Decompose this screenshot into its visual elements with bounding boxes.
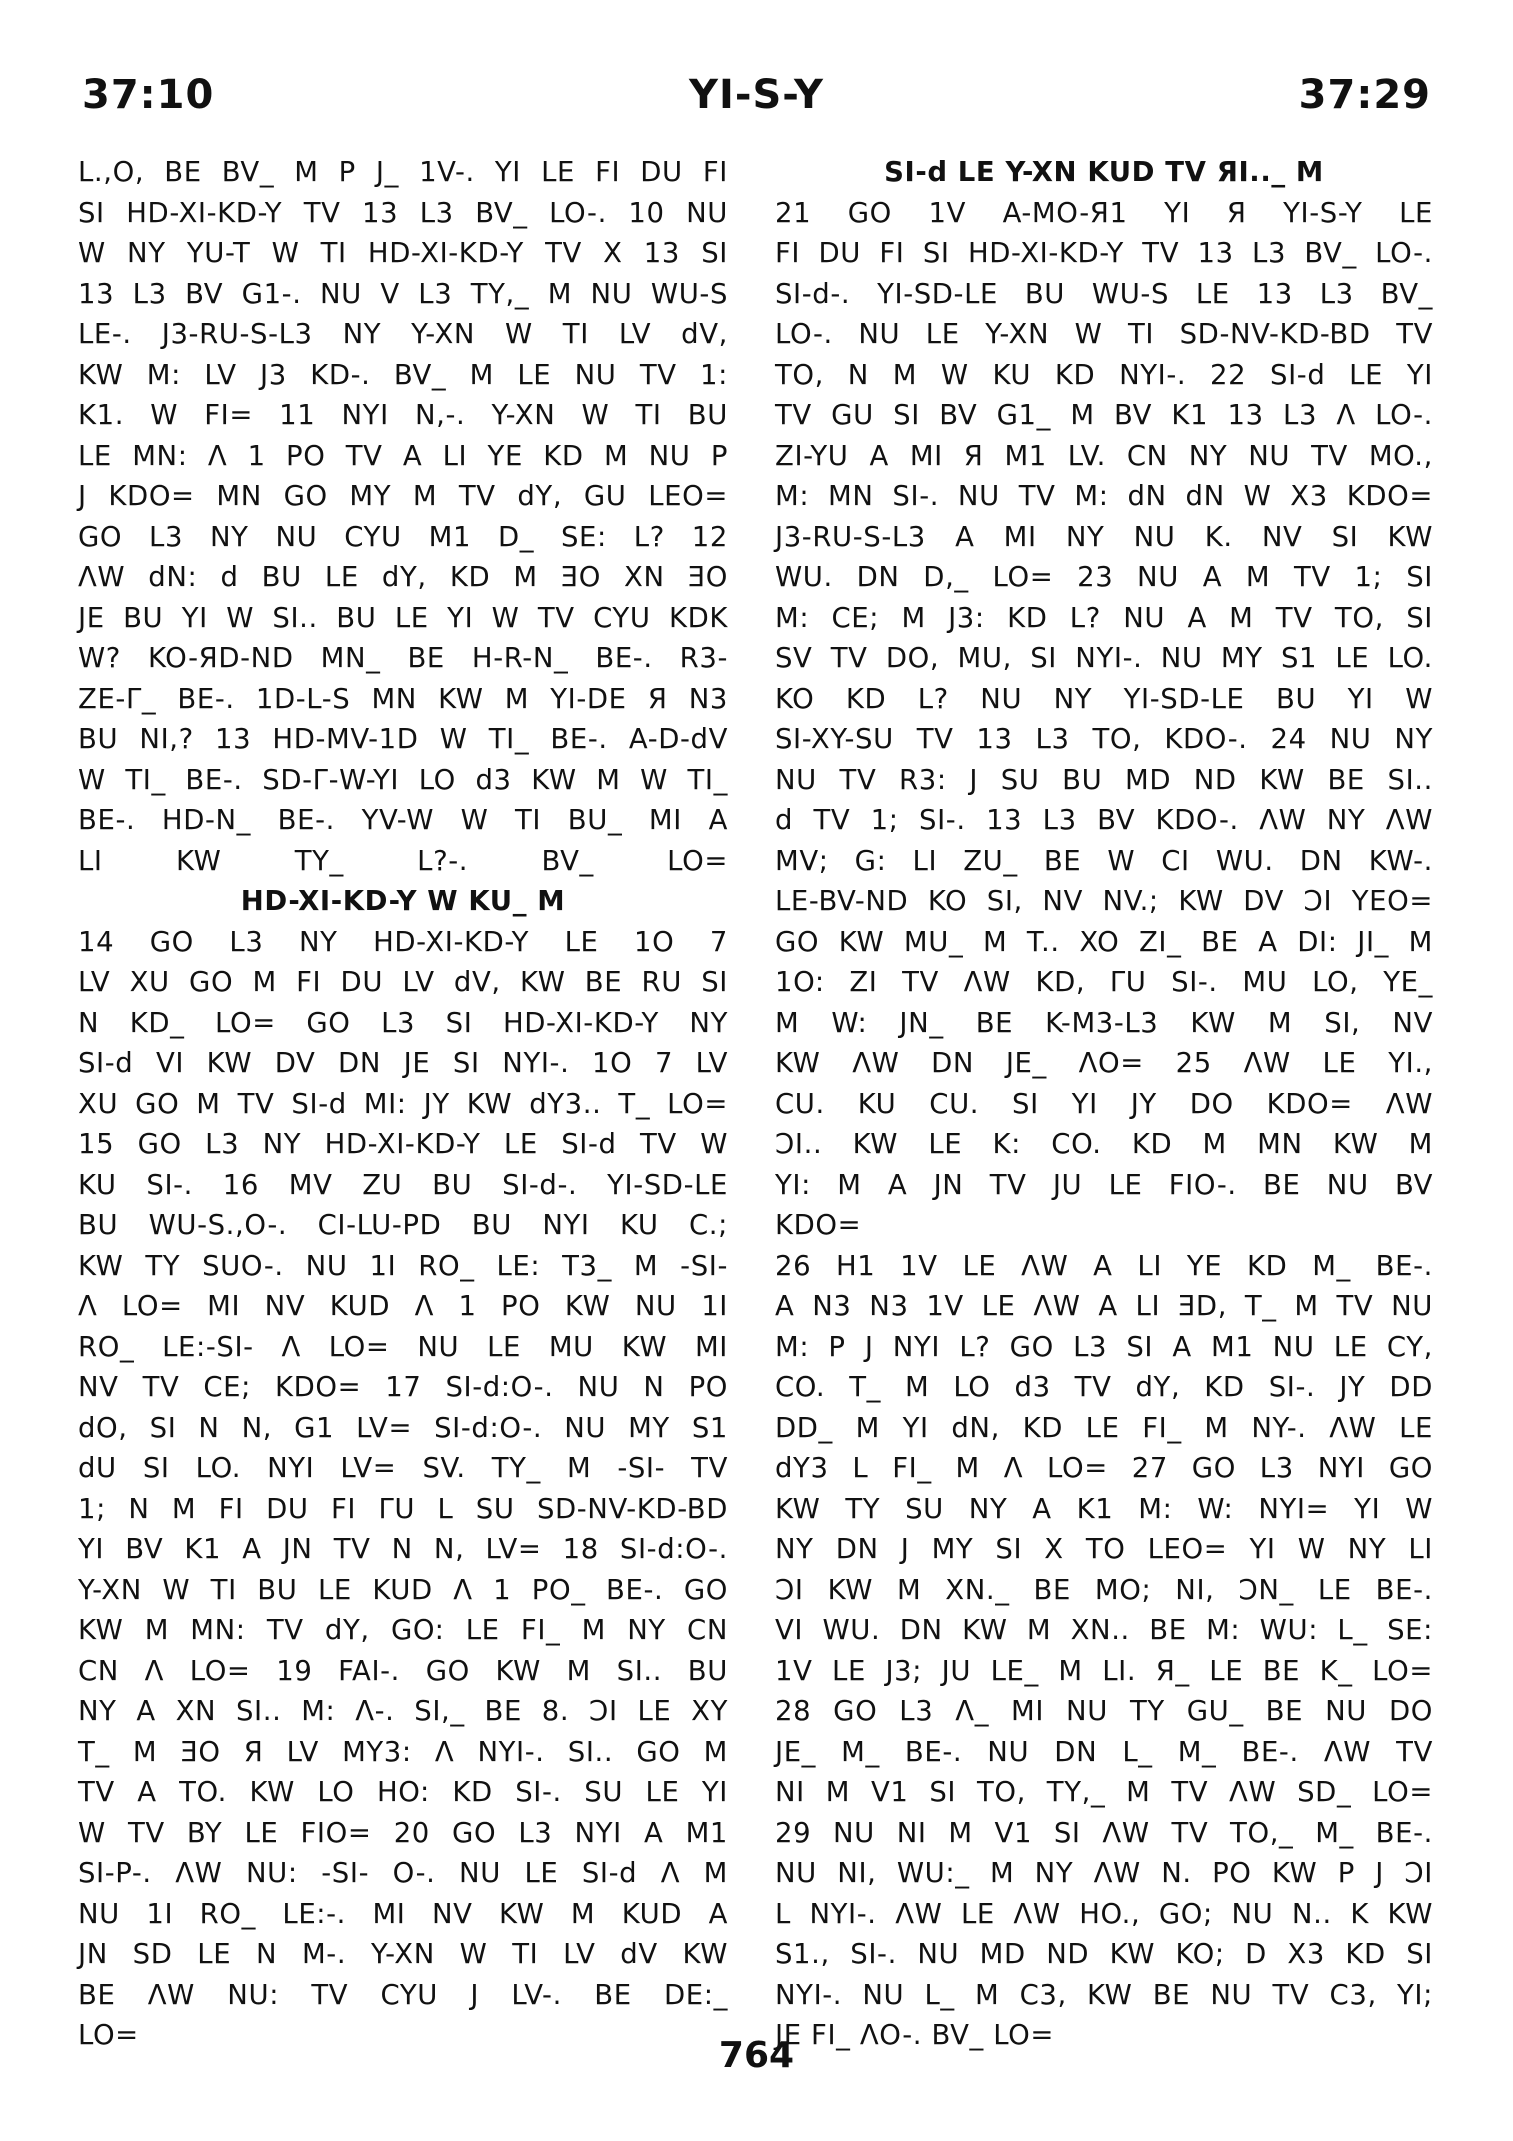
text-line: KU SI-. 16 MV ZU BU SI-d-. YI-SD-LE [78,1168,728,1201]
text-line: dY3 L FI_ M Λ LO= 27 GO L3 NYI GO [775,1452,1433,1484]
text-line: NU 1I RO_ LE:-. MI NV KW M KUD A [78,1897,728,1930]
text-line: KDO= [775,1209,862,1241]
text-line: 14 GO L3 NY HD-XI-KD-Y LE 1O 7 [78,925,728,958]
text-line: NI M V1 SI TO, TY,_ M TV ΛW SD_ LO= [775,1776,1433,1808]
text-line: BU NI,? 13 HD-MV-1D W TI_ BE-. A-D-dV [78,723,728,755]
text-line: dU SI LO. NYI LV= SV. TY_ M -SI- TV [78,1452,728,1484]
text-line: KW M: LV J3 KD-. BV_ M LE NU TV 1: [78,358,728,391]
text-line: MV; G: LI ZU_ BE W CI WU. DN KW-. [775,844,1433,877]
text-line: YI: M A JN TV JU LE FIO-. BE NU BV [775,1168,1433,1201]
text-line: J3-RU-S-L3 A MI NY NU K. NV SI KW [775,520,1433,553]
text-line: BE ΛW NU: TV CYU J LV-. BE DE:_ [78,1978,728,2011]
text-line: JE FI_ ΛO-. BV_ LO= [775,2019,1055,2051]
text-line: RO_ LE:-SI- Λ LO= NU LE MU KW MI [78,1330,728,1363]
text-line: 13 L3 BV G1-. NU V L3 TY,_ M NU WU-S [78,277,728,310]
text-line: ΛW dN: d BU LE dY, KD M ƎO XN ƎO [78,561,728,593]
text-line: S1., SI-. NU MD ND KW KO; D X3 KD SI [775,1938,1433,1970]
text-line: 29 NU NI M V1 SI ΛW TV TO,_ M_ BE-. [775,1816,1433,1849]
text-line: NY A XN SI.. M: Λ-. SI,_ BE 8. ƆI LE XY [78,1695,728,1727]
text-line: DD_ M YI dN, KD LE FI_ M NY-. ΛW LE [775,1411,1433,1444]
text-line: YI BV K1 A JN TV N N, LV= 18 SI-d:O-. [78,1533,728,1565]
text-line: FI DU FI SI HD-XI-KD-Y TV 13 L3 BV_ LO-. [775,237,1433,269]
text-line: SV TV DO, MU, SI NYI-. NU MY S1 LE LO. [775,642,1433,674]
text-line: VI WU. DN KW M XN.. BE M: WU: L_ SE: [775,1614,1433,1646]
text-line: TV A TO. KW LO HO: KD SI-. SU LE YI [78,1776,728,1808]
text-line: M: P J NYI L? GO L3 SI A M1 NU LE CY, [775,1330,1433,1363]
text-line: NY DN J MY SI X TO LEO= YI W NY LI [775,1533,1433,1565]
text-line: KW M MN: TV dY, GO: LE FI_ M NY CN [78,1614,728,1646]
text-line: 1V LE J3; JU LE_ M LI. Я_ LE BE K_ LO= [775,1654,1433,1687]
section-heading: HD-XI-KD-Y W KU_ M [240,885,566,917]
text-line: W TI_ BE-. SD-Γ-W-YI LO d3 KW M W TI_ [78,763,728,796]
text-line: KO KD L? NU NY YI-SD-LE BU YI W [775,682,1433,715]
text-line: SI-d-. YI-SD-LE BU WU-S LE 13 L3 BV_ [775,277,1433,310]
text-line: K1. W FI= 11 NYI N,-. Y-XN W TI BU [78,399,728,431]
text-line: SI-d VI KW DV DN JE SI NYI-. 1O 7 LV [78,1047,728,1079]
text-line: 26 H1 1V LE ΛW A LI YE KD M_ BE-. [775,1249,1433,1282]
text-line: WU. DN D,_ LO= 23 NU A M TV 1; SI [775,561,1433,593]
text-line: L NYI-. ΛW LE ΛW HO., GO; NU N.. K KW [775,1897,1433,1930]
text-line: CU. KU CU. SI YI JY DO KDO= ΛW [775,1087,1433,1120]
text-line: Y-XN W TI BU LE KUD Λ 1 PO_ BE-. GO [78,1573,728,1606]
text-line: XU GO M TV SI-d MI: JY KW dY3.. T_ LO= [78,1087,728,1120]
text-line: CO. T_ M LO d3 TV dY, KD SI-. JY DD [775,1371,1433,1403]
text-line: TO, N M W KU KD NYI-. 22 SI-d LE YI [775,358,1433,391]
section-heading: SI-d LE Y-XN KUD TV ЯI.._ M [884,156,1324,188]
page-header [82,72,1431,122]
text-line: JE BU YI W SI.. BU LE YI W TV CYU KDK [78,601,728,634]
text-line: M: CE; M J3: KD L? NU A M TV TO, SI [775,601,1433,634]
text-line: W? KO-ЯD-ND MN_ BE H-R-N_ BE-. R3- [78,642,728,674]
text-line: ƆI.. KW LE K: CO. KD M MN KW M [775,1128,1433,1160]
text-line: JN SD LE N M-. Y-XN W TI LV dV KW [78,1938,728,1970]
text-line: KW TY SUO-. NU 1I RO_ LE: T3_ M -SI- [78,1249,728,1282]
text-line: ƆI KW M XN._ BE MO; NI, ƆN_ LE BE-. [775,1573,1433,1606]
text-line: BE-. HD-N_ BE-. YV-W W TI BU_ MI A [78,804,728,836]
text-line: 21 GO 1V A-MO-Я1 YI Я YI-S-Y LE [775,196,1433,229]
text-line: NYI-. NU L_ M C3, KW BE NU TV C3, YI; [775,1978,1433,2011]
page-number: 764 [718,2035,795,2076]
text-line: KW TY SU NY A K1 M: W: NYI= YI W [775,1492,1433,1525]
text-line: T_ M ƎO Я LV MY3: Λ NYI-. SI.. GO M [78,1735,728,1768]
text-line: 1O: ZI TV ΛW KD, ΓU SI-. MU LO, YE_ [775,966,1433,998]
text-line: W TV BY LE FIO= 20 GO L3 NYI A M1 [78,1816,728,1849]
text-line: A N3 N3 1V LE ΛW A LI ƎD, T_ M TV NU [775,1290,1433,1322]
text-line: M W: JN_ BE K-M3-L3 KW M SI, NV [775,1006,1433,1039]
text-line: 15 GO L3 NY HD-XI-KD-Y LE SI-d TV W [78,1128,728,1160]
text-line: d TV 1; SI-. 13 L3 BV KDO-. ΛW NY ΛW [775,804,1433,836]
text-line: LV XU GO M FI DU LV dV, KW BE RU SI [78,966,728,998]
text-line: LE-BV-ND KO SI, NV NV.; KW DV ƆI YEO= [775,885,1433,917]
text-line: L.,O, BE BV_ M P J_ 1V-. YI LE FI DU FI [78,156,728,188]
chapter-verse-start: 37:10 [82,72,215,118]
text-line: 28 GO L3 Λ_ MI NU TY GU_ BE NU DO [775,1695,1433,1727]
chapter-verse-end: 37:29 [1298,72,1431,118]
left-text-column [78,152,728,2051]
text-line: BU WU-S.,O-. CI-LU-PD BU NYI KU C.; [78,1209,728,1241]
text-line: ZI-YU A MI Я M1 LV. CN NY NU TV MO., [775,439,1433,472]
text-line: J KDO= MN GO MY M TV dY, GU LEO= [78,480,728,512]
text-line: NV TV CE; KDO= 17 SI-d:O-. NU N PO [78,1371,728,1403]
text-line: dO, SI N N, G1 LV= SI-d:O-. NU MY S1 [78,1411,728,1444]
text-line: 1; N M FI DU FI ΓU L SU SD-NV-KD-BD [78,1492,728,1525]
text-line: TV GU SI BV G1_ M BV K1 13 L3 Λ LO-. [775,399,1433,431]
text-line: NU NI, WU:_ M NY ΛW N. PO KW P J ƆI [775,1857,1433,1889]
text-line: LI KW TY_ L?-. BV_ LO= [78,844,728,877]
text-line: SI HD-XI-KD-Y TV 13 L3 BV_ LO-. 10 NU [78,196,728,229]
text-line: NU TV R3: J SU BU MD ND KW BE SI.. [775,763,1433,796]
text-line: LE MN: Λ 1 PO TV A LI YE KD M NU P [78,439,728,472]
text-line: JE_ M_ BE-. NU DN L_ M_ BE-. ΛW TV [775,1735,1433,1768]
right-text-column [775,152,1433,2051]
text-line: LE-. J3-RU-S-L3 NY Y-XN W TI LV dV, [78,318,728,350]
book-title: YI-S-Y [689,72,824,118]
text-line: Λ LO= MI NV KUD Λ 1 PO KW NU 1I [78,1290,728,1322]
text-line: KW ΛW DN JE_ ΛO= 25 ΛW LE YI., [775,1047,1433,1079]
text-line: ZE-Γ_ BE-. 1D-L-S MN KW M YI-DE Я N3 [78,682,728,715]
text-line: LO= [78,2019,139,2051]
text-line: GO KW MU_ M T.. XO ZI_ BE A DI: JI_ M [775,925,1433,958]
text-line: N KD_ LO= GO L3 SI HD-XI-KD-Y NY [78,1006,728,1039]
text-line: SI-XY-SU TV 13 L3 TO, KDO-. 24 NU NY [775,723,1433,755]
text-line: M: MN SI-. NU TV M: dN dN W X3 KDO= [775,480,1433,512]
text-line: W NY YU-T W TI HD-XI-KD-Y TV X 13 SI [78,237,728,269]
text-line: LO-. NU LE Y-XN W TI SD-NV-KD-BD TV [775,318,1433,350]
text-line: CN Λ LO= 19 FAI-. GO KW M SI.. BU [78,1654,728,1687]
text-line: SI-P-. ΛW NU: -SI- O-. NU LE SI-d Λ M [78,1857,728,1889]
text-line: GO L3 NY NU CYU M1 D_ SE: L? 12 [78,520,728,553]
